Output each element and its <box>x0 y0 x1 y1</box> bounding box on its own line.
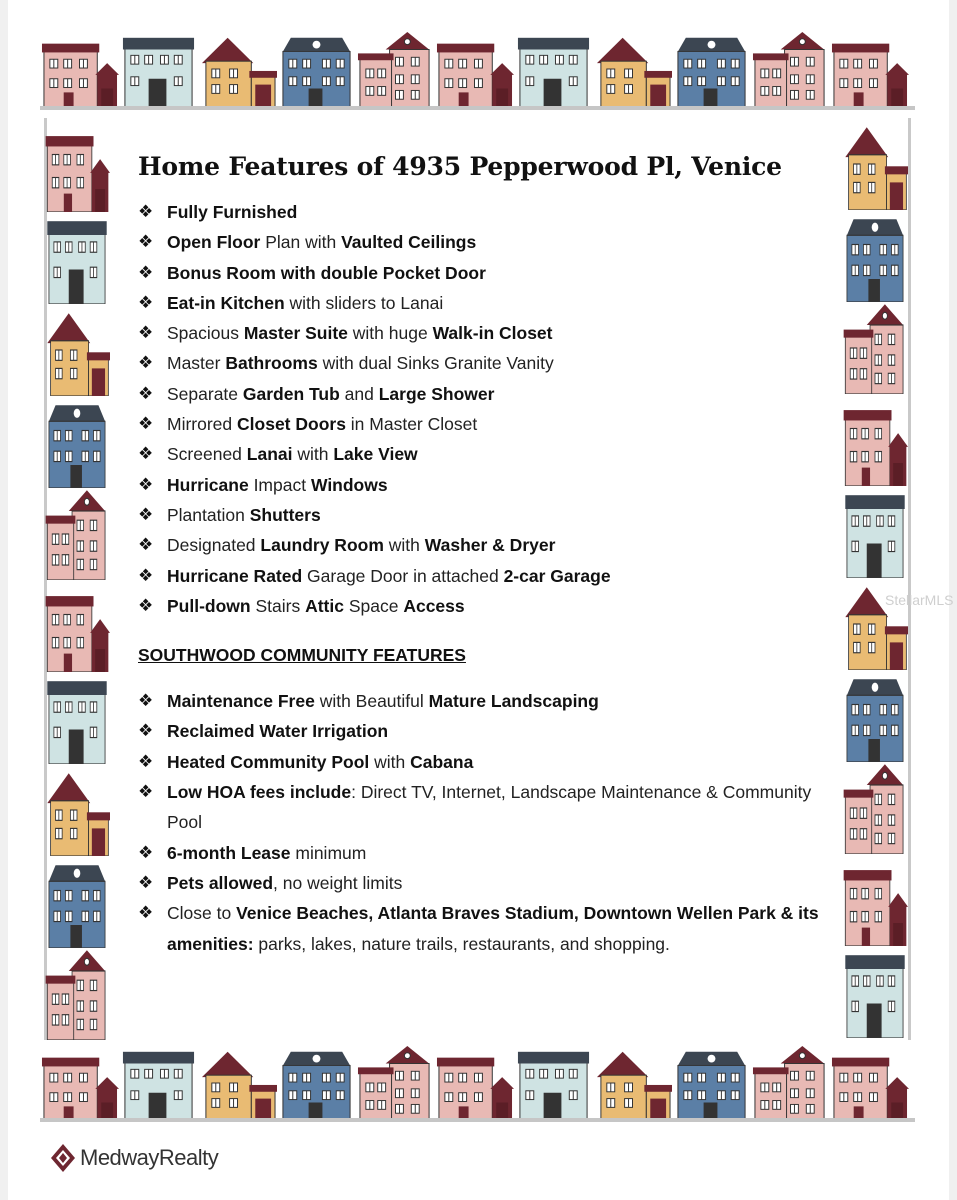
feature-text: Screened <box>167 444 247 465</box>
house-illustration-icon <box>44 672 110 764</box>
feature-text: with Beautiful <box>314 691 429 712</box>
feature-text: Pull-down <box>167 595 251 616</box>
diamond-bullet-icon: ❖ <box>138 535 154 555</box>
feature-text: Garage Door in attached <box>302 565 504 586</box>
list-item <box>138 197 843 227</box>
feature-text: , no weight limits <box>273 872 403 893</box>
feature-text: Spacious <box>167 323 244 344</box>
feature-text: with dual Sinks Granite Vanity <box>317 353 554 374</box>
feature-text: Large Shower <box>378 383 495 404</box>
feature-text: in Master Closet <box>345 414 478 435</box>
house-illustration-icon <box>672 1044 751 1122</box>
house-illustration-icon <box>751 1044 830 1122</box>
diamond-bullet-icon: ❖ <box>138 842 154 862</box>
diamond-bullet-icon: ❖ <box>138 751 154 771</box>
house-illustration-icon <box>435 30 514 108</box>
list-item <box>138 227 843 257</box>
feature-text: Access <box>403 595 465 616</box>
house-border-bottom <box>40 1042 915 1122</box>
house-illustration-icon <box>44 212 110 304</box>
feature-text: : Direct TV, Internet, Landscape Maintenance & Community Pool <box>167 782 812 833</box>
list-item <box>138 470 843 500</box>
feature-text: Pets allowed <box>167 872 274 893</box>
feature-text: Impact <box>248 474 311 495</box>
house-illustration-icon <box>593 1044 672 1122</box>
page-title: Home Features of 4935 Pepperwood Pl, Venice <box>138 152 782 181</box>
list-item <box>138 716 843 746</box>
mls-watermark: StellarMLS <box>885 592 954 608</box>
feature-text: Reclaimed Water Irrigation <box>167 721 389 742</box>
feature-text: Heated Community Pool <box>167 751 370 772</box>
feature-text: Mirrored <box>167 414 238 435</box>
feature-sheet <box>138 152 843 959</box>
house-illustration-icon <box>44 764 110 856</box>
house-illustration-icon <box>40 30 119 108</box>
list-item <box>138 747 843 777</box>
list-item <box>138 777 843 838</box>
list-item <box>138 288 843 318</box>
community-heading: SOUTHWOOD COMMUNITY FEATURES <box>138 645 466 666</box>
diamond-bullet-icon: ❖ <box>138 383 154 403</box>
feature-text: with huge <box>347 323 433 344</box>
house-border-right <box>842 118 912 1040</box>
house-illustration-icon <box>40 1044 119 1122</box>
house-illustration-icon <box>356 30 435 108</box>
house-illustration-icon <box>842 762 908 854</box>
list-item <box>138 686 843 716</box>
house-illustration-icon <box>830 30 909 108</box>
house-illustration-icon <box>830 1044 909 1122</box>
diamond-bullet-icon: ❖ <box>138 565 154 585</box>
diamond-bullet-icon: ❖ <box>138 232 154 252</box>
diamond-bullet-icon: ❖ <box>138 721 154 741</box>
list-item <box>138 838 843 868</box>
house-illustration-icon <box>44 580 110 672</box>
diamond-bullet-icon: ❖ <box>138 474 154 494</box>
house-illustration-icon <box>277 30 356 108</box>
feature-text: Cabana <box>410 751 474 772</box>
house-illustration-icon <box>435 1044 514 1122</box>
feature-text: Plan with <box>260 232 342 253</box>
house-illustration-icon <box>119 30 198 108</box>
feature-text: Lake View <box>333 444 418 465</box>
feature-text: Vaulted Ceilings <box>341 232 477 253</box>
feature-text: Separate <box>167 383 243 404</box>
feature-text: 6-month Lease <box>167 842 291 863</box>
house-illustration-icon <box>514 30 593 108</box>
house-illustration-icon <box>842 486 908 578</box>
house-illustration-icon <box>842 118 908 210</box>
list-item <box>138 258 843 288</box>
brand-logo <box>50 1143 218 1173</box>
diamond-bullet-icon: ❖ <box>138 444 154 464</box>
list-item <box>138 318 843 348</box>
list-item <box>138 409 843 439</box>
house-illustration-icon <box>44 396 110 488</box>
feature-text: Lanai <box>246 444 293 465</box>
feature-text: Garden Tub <box>242 383 340 404</box>
feature-text: with <box>383 535 425 556</box>
feature-text: Hurricane Rated <box>167 565 303 586</box>
feature-text: Windows <box>310 474 388 495</box>
page-edge-left <box>0 0 8 1200</box>
list-item <box>138 898 843 959</box>
logo-text: MedwayRealty <box>80 1145 219 1170</box>
diamond-bullet-icon: ❖ <box>138 323 154 343</box>
house-illustration-icon <box>119 1044 198 1122</box>
diamond-bullet-icon: ❖ <box>138 691 154 711</box>
feature-text: Washer & Dryer <box>424 535 556 556</box>
house-illustration-icon <box>277 1044 356 1122</box>
feature-text: Space <box>343 595 404 616</box>
feature-text: 2-car Garage <box>503 565 611 586</box>
list-item <box>138 379 843 409</box>
feature-text: Bonus Room with double Pocket Door <box>167 262 486 283</box>
diamond-bullet-icon: ❖ <box>138 353 154 373</box>
community-features-list <box>138 686 843 959</box>
ground-line-top <box>40 106 915 110</box>
feature-text: Close to <box>167 903 237 924</box>
feature-text: minimum <box>290 842 367 863</box>
feature-text: Venice Beaches, Atlanta Braves Stadium, Downtown Wellen Park & its amenities: <box>167 903 819 954</box>
home-features-list <box>138 197 843 621</box>
house-illustration-icon <box>593 30 672 108</box>
house-illustration-icon <box>44 948 110 1040</box>
feature-text: Maintenance Free <box>167 691 315 712</box>
feature-text: Master <box>167 353 226 374</box>
list-item <box>138 591 843 621</box>
house-illustration-icon <box>198 30 277 108</box>
feature-text: with sliders to Lanai <box>284 292 444 313</box>
feature-text: Shutters <box>249 504 321 525</box>
house-illustration-icon <box>672 30 751 108</box>
feature-text: Closet Doors <box>237 414 346 435</box>
house-illustration-icon <box>842 394 908 486</box>
list-item <box>138 530 843 560</box>
house-illustration-icon <box>44 304 110 396</box>
house-illustration-icon <box>44 488 110 580</box>
feature-text: Hurricane <box>167 474 249 495</box>
house-illustration-icon <box>842 210 908 302</box>
feature-text: Plantation <box>167 504 250 525</box>
list-item <box>138 439 843 469</box>
feature-text: Stairs <box>250 595 306 616</box>
diamond-logo-icon <box>50 1143 76 1173</box>
house-illustration-icon <box>44 856 110 948</box>
diamond-bullet-icon: ❖ <box>138 903 154 923</box>
house-illustration-icon <box>356 1044 435 1122</box>
diamond-bullet-icon: ❖ <box>138 782 154 802</box>
diamond-bullet-icon: ❖ <box>138 292 154 312</box>
feature-text: Laundry Room <box>260 535 384 556</box>
feature-text: with <box>369 751 411 772</box>
feature-text: Fully Furnished <box>167 202 298 222</box>
list-item <box>138 868 843 898</box>
ground-line-bottom <box>40 1118 915 1122</box>
feature-text: Low HOA fees include <box>167 782 352 803</box>
feature-text: with <box>292 444 334 465</box>
list-item <box>138 561 843 591</box>
diamond-bullet-icon: ❖ <box>138 504 154 524</box>
diamond-bullet-icon: ❖ <box>138 595 154 615</box>
list-item <box>138 500 843 530</box>
house-illustration-icon <box>44 120 110 212</box>
feature-text: Mature Landscaping <box>428 691 599 712</box>
feature-text: parks, lakes, nature trails, restaurants, and shopping. <box>253 933 670 954</box>
house-illustration-icon <box>842 946 908 1038</box>
house-border-left <box>44 120 114 1040</box>
house-border-top <box>40 28 915 108</box>
feature-text: Master Suite <box>243 323 348 344</box>
feature-text: and <box>339 383 379 404</box>
house-illustration-icon <box>842 302 908 394</box>
feature-text: Attic <box>305 595 344 616</box>
feature-text: Open Floor <box>167 232 261 253</box>
diamond-bullet-icon: ❖ <box>138 262 154 282</box>
house-illustration-icon <box>751 30 830 108</box>
house-illustration-icon <box>198 1044 277 1122</box>
feature-text: Walk-in Closet <box>432 323 553 344</box>
feature-text: Designated <box>167 535 261 556</box>
house-illustration-icon <box>514 1044 593 1122</box>
feature-text: Eat-in Kitchen <box>167 292 285 313</box>
diamond-bullet-icon: ❖ <box>138 872 154 892</box>
feature-text: Bathrooms <box>225 353 318 374</box>
diamond-bullet-icon: ❖ <box>138 414 154 434</box>
house-illustration-icon <box>842 854 908 946</box>
list-item <box>138 348 843 378</box>
house-illustration-icon <box>842 670 908 762</box>
diamond-bullet-icon: ❖ <box>138 202 154 221</box>
